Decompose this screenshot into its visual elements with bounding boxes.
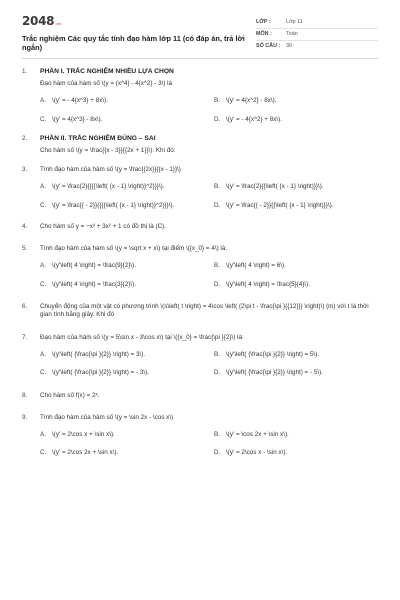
options-grid — [40, 183, 378, 210]
question-text: Tính đạo hàm của hàm số \(y = \frac{{2x}}{{x - 1}}\) — [40, 165, 181, 173]
question-5 — [22, 245, 378, 289]
option-b[interactable] — [214, 97, 378, 105]
question-1 — [22, 68, 378, 124]
options-grid — [40, 431, 378, 458]
meta-row-class — [256, 17, 378, 29]
question-number: 1. — [22, 68, 28, 76]
question-number: 8. — [22, 391, 28, 399]
question-9 — [22, 414, 378, 458]
option-text: \(y' = \frac{2}{{\left( {x - 1} \right)}}\). — [226, 183, 324, 191]
option-text: \(y' = 4{x^2} - 8x\). — [226, 97, 277, 105]
options-grid — [40, 351, 378, 378]
question-8 — [22, 392, 378, 400]
option-text: \(y' = \frac{{ - 2}}{{{{\left( {x - 1} \right)}^2}}}\). — [52, 201, 175, 209]
meta-value: Toán — [286, 30, 298, 37]
option-a[interactable] — [40, 351, 204, 359]
brand — [22, 14, 247, 30]
question-number: 7. — [22, 333, 28, 341]
meta-table — [256, 17, 378, 53]
option-c[interactable] — [40, 116, 204, 124]
question-body — [40, 135, 378, 155]
question-body — [40, 334, 378, 378]
question-7 — [22, 334, 378, 378]
option-d[interactable] — [214, 449, 378, 457]
option-text: \(y' = \frac{{ - 2}}{{\left( {x - 1} \right)}}\). — [226, 201, 334, 209]
site-logo-suffix: .vn — [55, 21, 61, 26]
meta-value: 30 — [286, 43, 292, 50]
question-body — [40, 392, 378, 400]
document-title: Trắc nghiệm Các quy tắc tính đạo hàm lớp 11 (có đáp án, trả lời ngắn) — [22, 33, 245, 53]
question-text: Đạo hàm của hàm số \(y = 5\sin x - 3\cos x\) tại \({x_0} = \frac{\pi }{2}\) là: — [40, 333, 244, 341]
question-body — [40, 245, 378, 289]
option-text: \(y' = 2\cos x - \sin x\). — [226, 449, 288, 457]
option-text: \(y'\left( 4 \right) = \frac{3}{2}\). — [52, 280, 136, 288]
option-text: \(y'\left( {\frac{\pi }{2}} \right) = - 3\). — [52, 369, 149, 377]
option-b[interactable] — [214, 262, 378, 270]
site-logo[interactable]: 2048 — [22, 14, 55, 28]
question-text: Cho hàm số \(y = \frac{{x - 3}}{{2x + 1}}\). Khi đó: — [40, 146, 176, 154]
option-text: \(y' = - 4{x^3} + 8x\). — [52, 97, 108, 105]
question-number: 6. — [22, 303, 28, 311]
option-text: \(y'\left( {\frac{\pi }{2}} \right) = 3\). — [52, 350, 146, 358]
option-letter: B. — [214, 431, 220, 439]
option-d[interactable] — [214, 369, 378, 377]
option-text: \(y' = 2\cos 2x + \sin x\). — [52, 449, 119, 457]
option-a[interactable] — [40, 97, 204, 105]
option-d[interactable] — [214, 202, 378, 210]
option-b[interactable] — [214, 183, 378, 191]
meta-value: Lớp 11 — [286, 18, 303, 25]
question-body — [40, 68, 378, 124]
meta-row-count — [256, 41, 378, 53]
question-text: Chuyển động của một vật có phương trình \(s\left( t \right) = 4\cos \left( {2\pi t - \frac{\pi }{{12}}} \right)\) (m) với t là thời gian tính bằng giây. Khi đó — [40, 303, 369, 319]
option-text: \(y'\left( {\frac{\pi }{2}} \right) = - 5\). — [226, 369, 323, 377]
option-letter: B. — [214, 350, 220, 358]
option-b[interactable] — [214, 431, 378, 439]
option-a[interactable] — [40, 183, 204, 191]
header-left — [22, 14, 247, 53]
options-grid — [40, 97, 378, 124]
option-text: \(y' = 4{x^3} - 8x\). — [52, 115, 103, 123]
option-letter: A. — [40, 262, 46, 270]
option-a[interactable] — [40, 262, 204, 270]
question-number: 2. — [22, 134, 28, 142]
option-text: \(y' = \cos 2x + \sin x\). — [226, 431, 289, 439]
option-c[interactable] — [40, 369, 204, 377]
section-title: PHẦN II. TRẮC NGHIỆM ĐÚNG – SAI — [40, 134, 156, 142]
question-body — [40, 303, 378, 320]
question-body — [40, 414, 378, 458]
option-d[interactable] — [214, 116, 378, 124]
option-letter: D. — [214, 280, 221, 288]
option-a[interactable] — [40, 431, 204, 439]
option-letter: D. — [214, 115, 221, 123]
option-c[interactable] — [40, 202, 204, 210]
option-text: \(y'\left( {\frac{\pi }{2}} \right) = 5\). — [226, 350, 320, 358]
option-c[interactable] — [40, 281, 204, 289]
question-text: Tính đạo hàm của hàm số \(y = \sqrt x + x\) tại điểm \({x_0} = 4\) là: — [40, 245, 228, 253]
option-text: \(y' = \frac{2}{{{{\left( {x - 1} \right)}^2}}}\). — [52, 183, 165, 191]
meta-row-subject — [256, 29, 378, 41]
option-letter: C. — [40, 449, 47, 457]
question-6 — [22, 303, 378, 320]
option-letter: B. — [214, 183, 220, 191]
option-b[interactable] — [214, 351, 378, 359]
option-letter: D. — [214, 369, 221, 377]
meta-label: SỐ CÂU : — [256, 43, 281, 50]
question-2 — [22, 135, 378, 155]
option-letter: A. — [40, 350, 46, 358]
option-letter: A. — [40, 431, 46, 439]
option-letter: A. — [40, 97, 46, 105]
question-body — [40, 166, 378, 210]
option-letter: C. — [40, 280, 47, 288]
option-text: \(y'\left( 4 \right) = 6\). — [226, 262, 286, 270]
options-grid — [40, 262, 378, 289]
option-text: \(y' = - 4{x^2} + 8x\). — [226, 115, 282, 123]
option-text: \(y'\left( 4 \right) = \frac{9}{2}\). — [52, 262, 136, 270]
question-text: Cho hàm số y = −x³ + 3x² + 1 có đồ thị là (C). — [40, 222, 166, 230]
question-text: Tính đạo hàm của hàm số \(y = \sin 2x - \cos x\) — [40, 413, 174, 421]
option-letter: B. — [214, 97, 220, 105]
question-text: Cho hàm số f(x) = 2ˣ. — [40, 391, 100, 399]
option-letter: D. — [214, 201, 221, 209]
question-number: 4. — [22, 222, 28, 230]
option-letter: A. — [40, 183, 46, 191]
meta-label: MÔN : — [256, 30, 272, 37]
question-number: 9. — [22, 413, 28, 421]
option-letter: C. — [40, 201, 47, 209]
option-c[interactable] — [40, 449, 204, 457]
option-d[interactable] — [214, 281, 378, 289]
option-letter: C. — [40, 369, 47, 377]
question-4 — [22, 223, 378, 231]
question-text: Đạo hàm của hàm số \(y = {x^4} - 4{x^2} - 3\) là — [40, 79, 173, 87]
option-text: \(y' = 2\cos x + \sin x\). — [52, 431, 115, 439]
meta-label: LỚP : — [256, 18, 271, 25]
option-letter: C. — [40, 115, 47, 123]
question-3 — [22, 166, 378, 210]
question-number: 3. — [22, 165, 28, 173]
question-body — [40, 223, 378, 231]
option-letter: D. — [214, 449, 221, 457]
option-letter: B. — [214, 262, 220, 270]
worksheet-header — [22, 14, 378, 59]
option-text: \(y'\left( 4 \right) = \frac{5}{4}\). — [226, 280, 310, 288]
section-title: PHẦN I. TRẮC NGHIỆM NHIỀU LỰA CHỌN — [40, 68, 174, 76]
question-number: 5. — [22, 245, 28, 253]
